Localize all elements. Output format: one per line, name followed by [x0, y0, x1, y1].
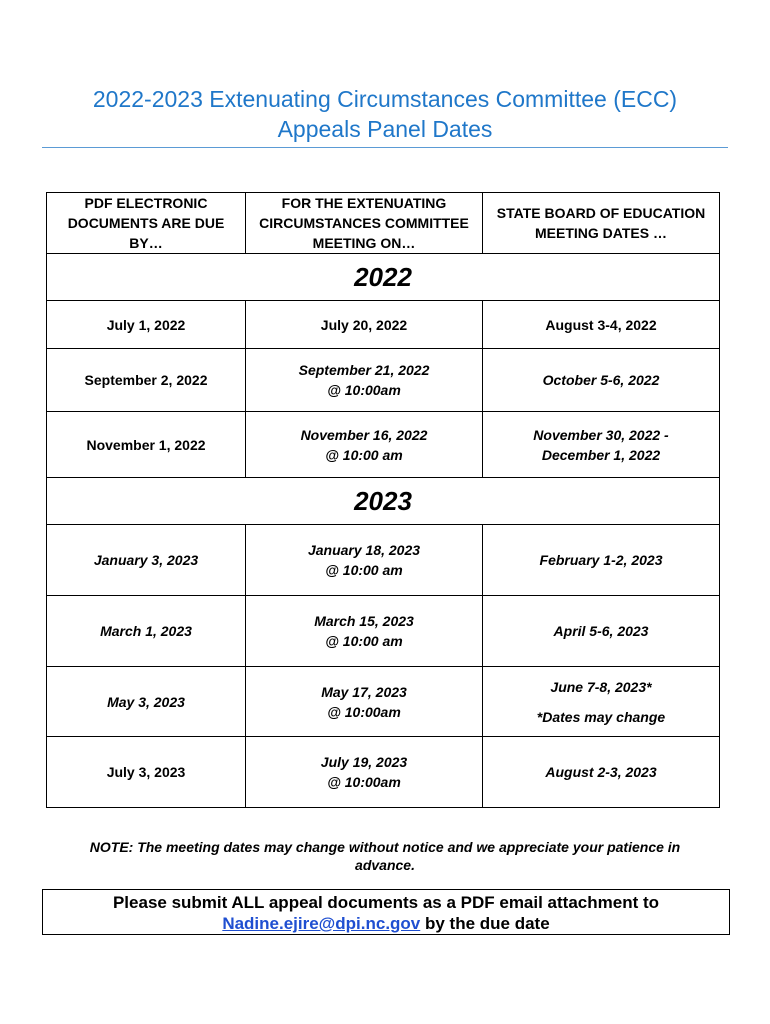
ecc-meeting-cell: [246, 301, 483, 349]
due-date-cell: September 2, 2022: [47, 349, 246, 412]
due-date-cell: January 3, 2023: [47, 525, 246, 596]
due-date-cell: March 1, 2023: [47, 596, 246, 667]
sbe-meeting-cell: [483, 667, 720, 737]
change-notice: NOTE: The meeting dates may change without notice and we appreciate your patience in advance.: [89, 839, 681, 873]
ecc-meeting-cell: [246, 596, 483, 667]
due-date-cell: May 3, 2023: [47, 667, 246, 737]
sbe-meeting-cell: [483, 412, 720, 478]
due-date-cell: November 1, 2022: [47, 412, 246, 478]
sbe-date: April 5-6, 2023: [553, 623, 649, 639]
ecc-time: @ 10:00am: [327, 703, 401, 720]
schedule-table: [46, 192, 720, 808]
ecc-date: July 20, 2022: [320, 316, 408, 333]
submission-deadline-text: by the due date: [420, 914, 550, 933]
table-row: [47, 525, 720, 596]
year-row-2023: [47, 478, 720, 525]
due-date-cell: July 3, 2023: [47, 737, 246, 808]
ecc-meeting-cell: [246, 667, 483, 737]
ecc-date: July 19, 2023: [320, 754, 408, 770]
sbe-meeting-cell: [483, 737, 720, 808]
sbe-date-line2: December 1, 2022: [541, 446, 661, 463]
table-row: [47, 667, 720, 737]
table-row: [47, 596, 720, 667]
sbe-meeting-cell: [483, 596, 720, 667]
submission-text: Please submit ALL appeal documents as a PDF email attachment to: [112, 893, 660, 912]
email-link[interactable]: Nadine.ejire@dpi.nc.gov: [222, 914, 421, 933]
year-label-2022: 2022: [47, 254, 720, 301]
sbe-meeting-cell: [483, 525, 720, 596]
sbe-date: November 30, 2022 -: [533, 426, 669, 443]
ecc-date: September 21, 2022: [298, 362, 430, 378]
ecc-date: November 16, 2022: [300, 426, 428, 443]
header-sbe-meeting: STATE BOARD OF EDUCATION MEETING DATES …: [483, 193, 720, 254]
ecc-meeting-cell: [246, 412, 483, 478]
ecc-date: January 18, 2023: [307, 542, 421, 558]
year-row-2022: [47, 254, 720, 301]
header-due-date: PDF ELECTRONIC DOCUMENTS ARE DUE BY…: [47, 193, 246, 254]
page-title-line2: Appeals Panel Dates: [277, 116, 493, 142]
page-title: [40, 84, 730, 144]
sbe-date: February 1-2, 2023: [539, 552, 663, 568]
title-divider: [42, 147, 728, 148]
ecc-time: @ 10:00 am: [325, 562, 403, 578]
ecc-meeting-cell: [246, 349, 483, 412]
header-ecc-meeting: FOR THE EXTENUATING CIRCUMSTANCES COMMITTEE MEETING ON…: [246, 193, 483, 254]
sbe-date: October 5-6, 2022: [542, 372, 660, 388]
table-row: [47, 349, 720, 412]
ecc-time: @ 10:00 am: [325, 446, 403, 463]
dates-may-change-note: *Dates may change: [536, 708, 666, 725]
year-label-2023: 2023: [47, 478, 720, 525]
ecc-time: @ 10:00 am: [325, 633, 403, 649]
sbe-meeting-cell: [483, 349, 720, 412]
ecc-time: @ 10:00am: [327, 382, 401, 398]
ecc-date: May 17, 2023: [321, 683, 407, 700]
due-date-cell: July 1, 2022: [47, 301, 246, 349]
sbe-date: August 2-3, 2023: [545, 764, 657, 780]
table-row: [47, 301, 720, 349]
sbe-date: August 3-4, 2022: [545, 316, 657, 333]
ecc-date: March 15, 2023: [314, 613, 414, 629]
table-row: [47, 737, 720, 808]
header-row: [47, 193, 720, 254]
sbe-meeting-cell: [483, 301, 720, 349]
table-row: [47, 412, 720, 478]
page-title-line1: 2022-2023 Extenuating Circumstances Committee (ECC): [92, 86, 678, 112]
submission-instructions: [42, 889, 730, 935]
sbe-date: June 7-8, 2023*: [550, 678, 652, 695]
ecc-time: @ 10:00am: [327, 774, 401, 790]
ecc-meeting-cell: [246, 525, 483, 596]
ecc-meeting-cell: [246, 737, 483, 808]
